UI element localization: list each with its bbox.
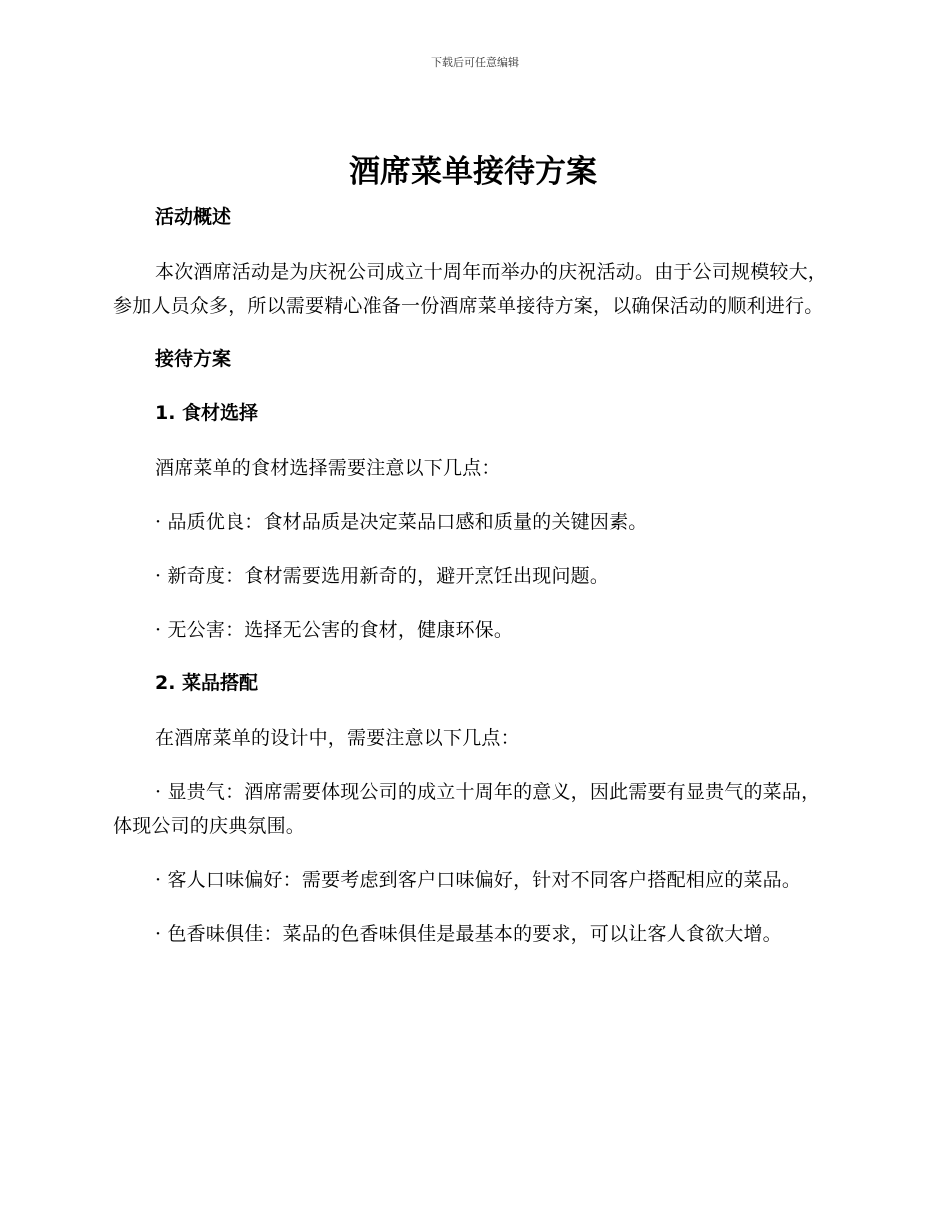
ingredients-item: · 品质优良：食材品质是决定菜品口感和质量的关键因素。 (155, 511, 648, 533)
ingredients-intro: 酒席菜单的食材选择需要注意以下几点： (155, 457, 501, 479)
pairing-item: · 显贵气：酒席需要体现公司的成立十周年的意义，因此需要有显贵气的菜品，体现公司的庆典氛围。 (113, 781, 821, 837)
subheading-pairing: 2. 菜品搭配 (155, 672, 259, 694)
section-heading-plan: 接待方案 (155, 348, 232, 370)
ingredients-item: · 无公害：选择无公害的食材，健康环保。 (155, 619, 514, 641)
overview-paragraph: 本次酒席活动是为庆祝公司成立十周年而举办的庆祝活动。由于公司规模较大，参加人员众多，所以需要精心准备一份酒席菜单接待方案，以确保活动的顺利进行。 (113, 261, 828, 317)
document-body (113, 148, 833, 971)
subheading-ingredients: 1. 食材选择 (155, 402, 259, 424)
pairing-item: · 色香味俱佳：菜品的色香味俱佳是最基本的要求，可以让客人食欲大增。 (155, 923, 782, 945)
header-note: 下载后可任意编辑 (431, 56, 519, 69)
document-title: 酒席菜单接待方案 (349, 154, 597, 190)
pairing-intro: 在酒席菜单的设计中，需要注意以下几点： (155, 727, 520, 749)
section-heading-overview: 活动概述 (155, 206, 232, 228)
ingredients-item: · 新奇度：食材需要选用新奇的，避开烹饪出现问题。 (155, 565, 610, 587)
pairing-item: · 客人口味偏好：需要考虑到客户口味偏好，针对不同客户搭配相应的菜品。 (155, 869, 802, 891)
